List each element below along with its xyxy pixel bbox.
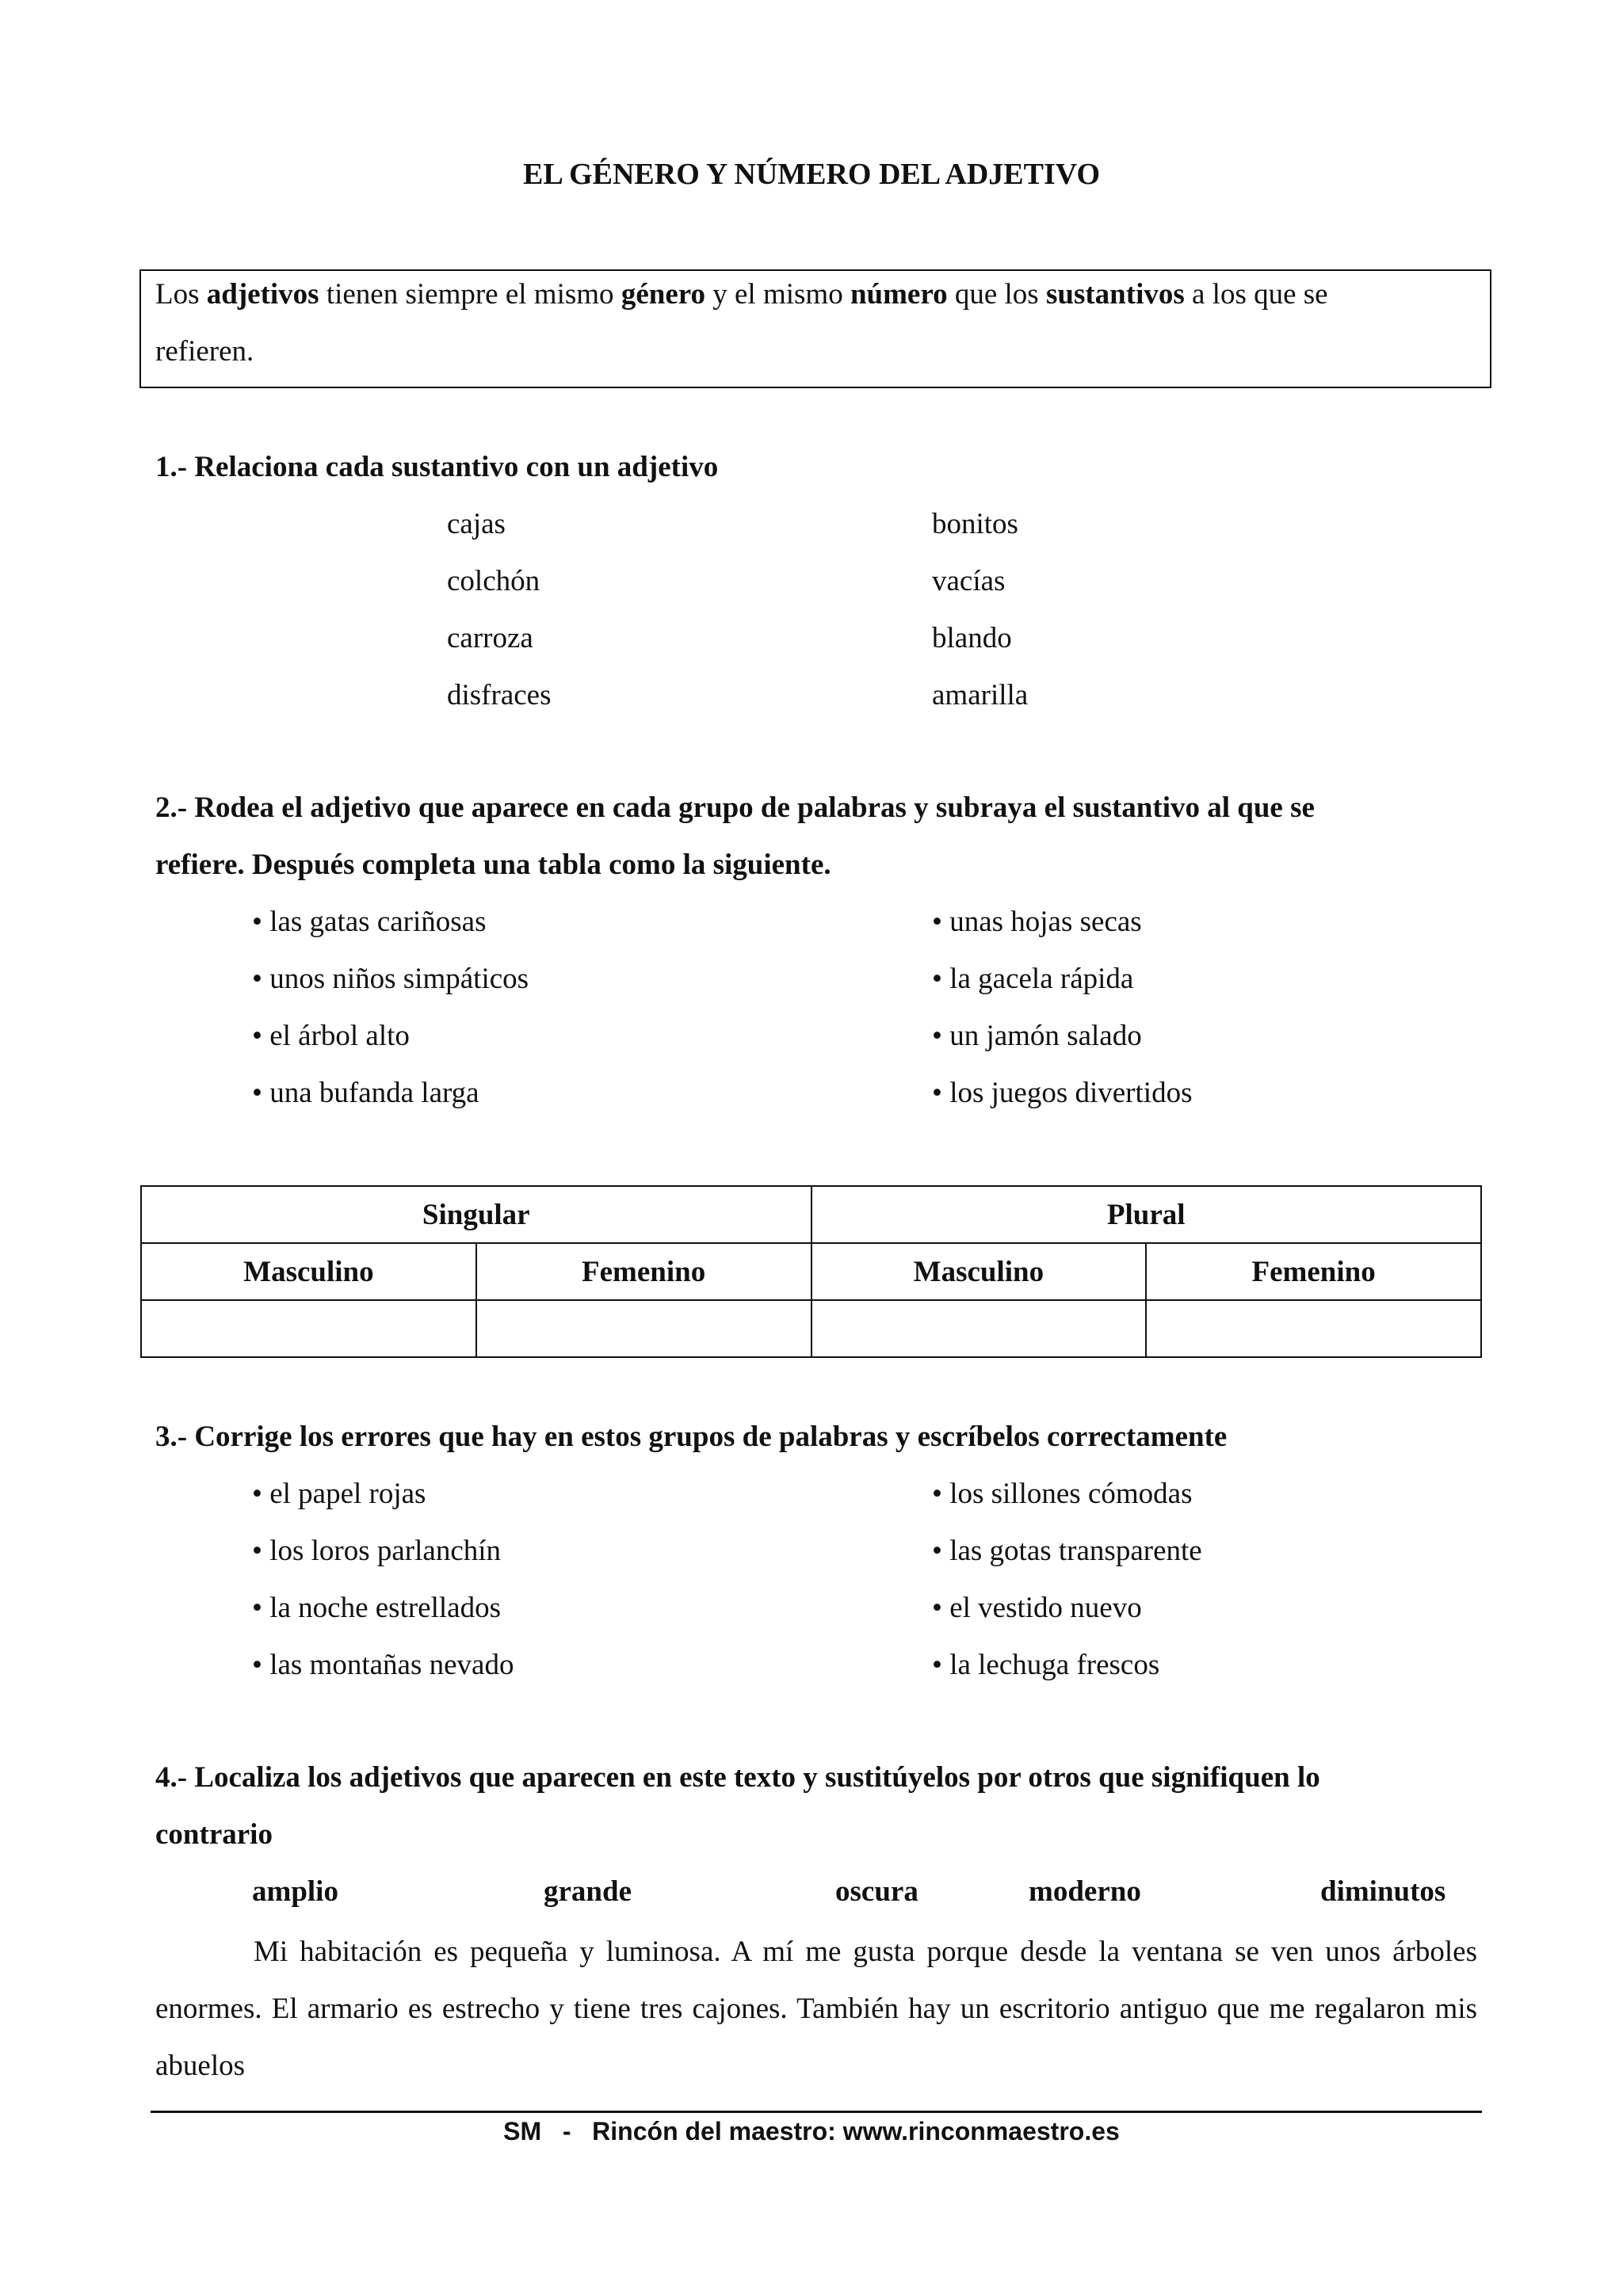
ex2-item: • un jamón salado xyxy=(932,1020,1142,1052)
rule-term-genero: género xyxy=(621,278,705,311)
ex2-item: • el árbol alto xyxy=(252,1020,410,1052)
ex4-word: grande xyxy=(544,1875,632,1908)
rule-line-1 xyxy=(155,277,1328,312)
rule-term-numero: número xyxy=(850,278,948,311)
ex2-item: • las gatas cariñosas xyxy=(252,906,487,938)
ex2-item: • unas hojas secas xyxy=(932,906,1142,938)
rule-text: Los xyxy=(155,278,207,311)
rule-text: a los que se xyxy=(1184,278,1328,311)
ex2-heading-line-1: 2.- Rodea el adjetivo que aparece en cada grupo de palabras y subraya el sustantivo al que se xyxy=(155,791,1315,824)
rule-term-adjetivos: adjetivos xyxy=(206,278,319,311)
ex3-item: • la lechuga frescos xyxy=(932,1649,1160,1681)
ex4-word: oscura xyxy=(835,1875,918,1908)
ex3-item: • las gotas transparente xyxy=(932,1535,1202,1567)
ex4-word: diminutos xyxy=(1320,1875,1446,1908)
table-answer-cell[interactable] xyxy=(476,1300,812,1357)
ex2-item: • la gacela rápida xyxy=(932,963,1134,995)
table-group-header: Singular xyxy=(141,1186,812,1243)
rule-term-sustantivos: sustantivos xyxy=(1045,278,1185,311)
footer-divider xyxy=(151,2111,1482,2113)
ex2-heading-line-2: refiere. Después completa una tabla como la siguiente. xyxy=(155,849,831,881)
ex4-heading-line-1: 4.- Localiza los adjetivos que aparecen en este texto y sustitúyelos por otros que signifiquen lo xyxy=(155,1761,1320,1794)
ex4-word: amplio xyxy=(252,1875,338,1908)
rule-text: y el mismo xyxy=(705,278,850,311)
ex1-adjective: vacías xyxy=(932,565,1006,597)
table-column-header: Masculino xyxy=(141,1243,476,1300)
gender-number-table xyxy=(140,1185,1482,1358)
ex3-heading: 3.- Corrige los errores que hay en estos grupos de palabras y escríbelos correctamente xyxy=(155,1421,1228,1453)
ex3-item: • las montañas nevado xyxy=(252,1649,514,1681)
table-answer-cell[interactable] xyxy=(1146,1300,1481,1357)
ex4-word: moderno xyxy=(1029,1875,1141,1908)
ex3-item: • la noche estrellados xyxy=(252,1592,501,1624)
ex4-paragraph-text: Mi habitación es pequeña y luminosa. A mí me gusta porque desde la ventana se ven unos árboles enormes. El armario es estrecho y tiene tres cajones. También hay un escritorio antiguo que me regalaron mis abuelos xyxy=(155,1936,1477,2082)
ex1-heading: 1.- Relaciona cada sustantivo con un adjetivo xyxy=(155,451,719,483)
rule-line-2: refieren. xyxy=(155,335,254,368)
ex1-noun: carroza xyxy=(447,622,533,654)
ex3-item: • los loros parlanchín xyxy=(252,1535,502,1567)
ex3-item: • los sillones cómodas xyxy=(932,1478,1193,1510)
ex1-adjective: bonitos xyxy=(932,508,1018,540)
ex2-item: • una bufanda larga xyxy=(252,1077,479,1109)
table-column-header: Femenino xyxy=(476,1243,812,1300)
ex1-adjective: amarilla xyxy=(932,679,1029,711)
ex2-item: • los juegos divertidos xyxy=(932,1077,1193,1109)
ex4-paragraph xyxy=(155,1924,1477,2095)
ex3-item: • el vestido nuevo xyxy=(932,1592,1142,1624)
ex2-item: • unos niños simpáticos xyxy=(252,963,529,995)
ex4-heading-line-2: contrario xyxy=(155,1818,273,1851)
ex1-adjective: blando xyxy=(932,622,1012,654)
rule-text: tienen siempre el mismo xyxy=(319,278,621,311)
table-column-header: Femenino xyxy=(1146,1243,1481,1300)
ex1-noun: disfraces xyxy=(447,679,552,711)
footer-text: SM - Rincón del maestro: www.rinconmaestro.es xyxy=(503,2117,1120,2145)
table-answer-cell[interactable] xyxy=(141,1300,476,1357)
rule-box xyxy=(139,269,1491,388)
rule-text: que los xyxy=(947,278,1046,311)
ex1-noun: colchón xyxy=(447,565,540,597)
ex1-noun: cajas xyxy=(447,508,506,540)
table-answer-cell[interactable] xyxy=(812,1300,1147,1357)
table-column-header: Masculino xyxy=(812,1243,1147,1300)
page-title: EL GÉNERO Y NÚMERO DEL ADJETIVO xyxy=(522,158,1101,191)
table-group-header: Plural xyxy=(812,1186,1482,1243)
ex3-item: • el papel rojas xyxy=(252,1478,426,1510)
